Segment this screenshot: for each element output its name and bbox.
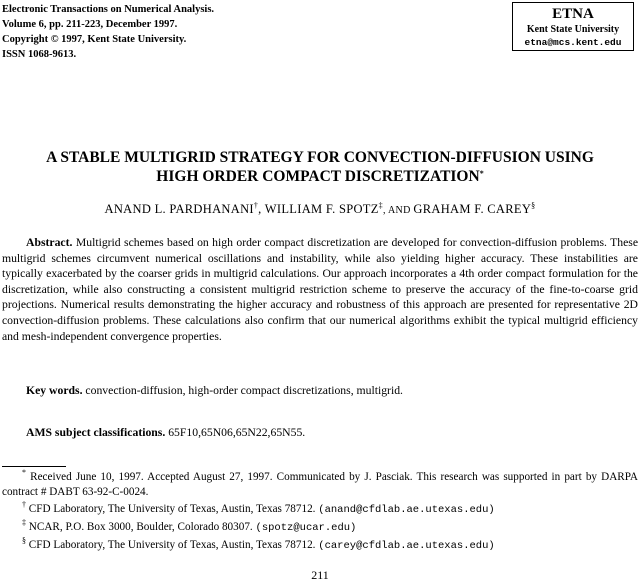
footnote-text: NCAR, P.O. Box 3000, Boulder, Colorado 80307.: [28, 521, 253, 533]
author-2-mark: ‡: [378, 201, 383, 210]
author-3-mark: §: [531, 201, 536, 210]
author-2: WILLIAM F. SPOTZ: [264, 202, 379, 216]
author-1: ANAND L. PARDHANANI: [104, 202, 254, 216]
ams-label: AMS subject classifications.: [26, 426, 166, 439]
footnote-text: CFD Laboratory, The University of Texas, Austin, Texas 78712.: [28, 539, 316, 551]
footnote-mark: §: [22, 536, 26, 545]
etna-box: [512, 2, 634, 51]
title-line-1: A STABLE MULTIGRID STRATEGY FOR CONVECTION-DIFFUSION USING: [46, 149, 594, 166]
abstract-label: Abstract.: [26, 236, 73, 249]
keywords: [26, 384, 638, 397]
paper-title: [0, 148, 640, 186]
keywords-text: convection-diffusion, high-order compact discretizations, multigrid.: [85, 384, 403, 397]
journal-line: Volume 6, pp. 211-223, December 1997.: [2, 19, 178, 30]
author-and: , AND: [382, 205, 414, 216]
footnote-mark: *: [22, 468, 26, 477]
title-line-2-text: HIGH ORDER COMPACT DISCRETIZATION: [156, 168, 480, 185]
abstract-text: Multigrid schemes based on high order compact discretization are developed for convection-diffusion problems. These multigrid schemes circumvent numerical oscillations and instability, while also yielding higher accuracy. These instabilities are typically exacerbated by the coarser grids in multigrid calculations. Our approach incorporates a 4th order compact formulation for the discretization, while also constructing a consistent multigrid restriction scheme to preserve the accuracy of the fine-to-coarse grid projections. Numerical results demonstrating the higher accuracy and robustness of this approach are presented for representative 2D convection-diffusion problems. These calculations also confirm that our numerical algorithms exhibit the typical multigrid efficiency and mesh-independent convergence properties.: [2, 236, 639, 343]
journal-line: ISSN 1068-9613.: [2, 49, 77, 60]
abstract: [2, 235, 638, 344]
title-footnote-mark: *: [479, 169, 484, 178]
footnote-email: (carey@cfdlab.ae.utexas.edu): [318, 540, 495, 552]
author-list: [0, 202, 640, 217]
author-separator: ,: [258, 202, 265, 216]
etna-title: ETNA: [552, 6, 594, 22]
footnote-mark: †: [22, 500, 26, 509]
footnote: [2, 520, 638, 536]
footnotes: [2, 470, 638, 556]
footnote: [2, 538, 638, 554]
journal-line: Copyright © 1997, Kent State University.: [2, 34, 187, 45]
footnote-rule: [2, 466, 66, 467]
footnote-text: CFD Laboratory, The University of Texas, Austin, Texas 78712.: [28, 503, 316, 515]
ams-classifications: [26, 426, 638, 439]
journal-line: Electronic Transactions on Numerical Analysis.: [2, 4, 215, 15]
footnote-text: Received June 10, 1997. Accepted August 27, 1997. Communicated by J. Pasciak. This research was supported in part by DARPA contract # DABT 63-92-C-0024.: [2, 471, 639, 498]
footnote-mark: ‡: [22, 518, 26, 527]
etna-email: etna@mcs.kent.edu: [524, 37, 622, 48]
footnote: [2, 502, 638, 518]
footnote-email: (anand@cfdlab.ae.utexas.edu): [318, 504, 495, 516]
author-3: GRAHAM F. CAREY: [413, 202, 532, 216]
author-1-mark: †: [253, 201, 259, 210]
footnote-email: (spotz@ucar.edu): [255, 522, 357, 534]
journal-info: [2, 2, 214, 62]
footnote: [2, 470, 638, 500]
title-line-2: [0, 167, 640, 186]
etna-institution: Kent State University: [526, 24, 620, 35]
page-number: 211: [311, 568, 329, 582]
keywords-label: Key words.: [26, 384, 83, 397]
ams-text: 65F10,65N06,65N22,65N55.: [168, 426, 306, 439]
